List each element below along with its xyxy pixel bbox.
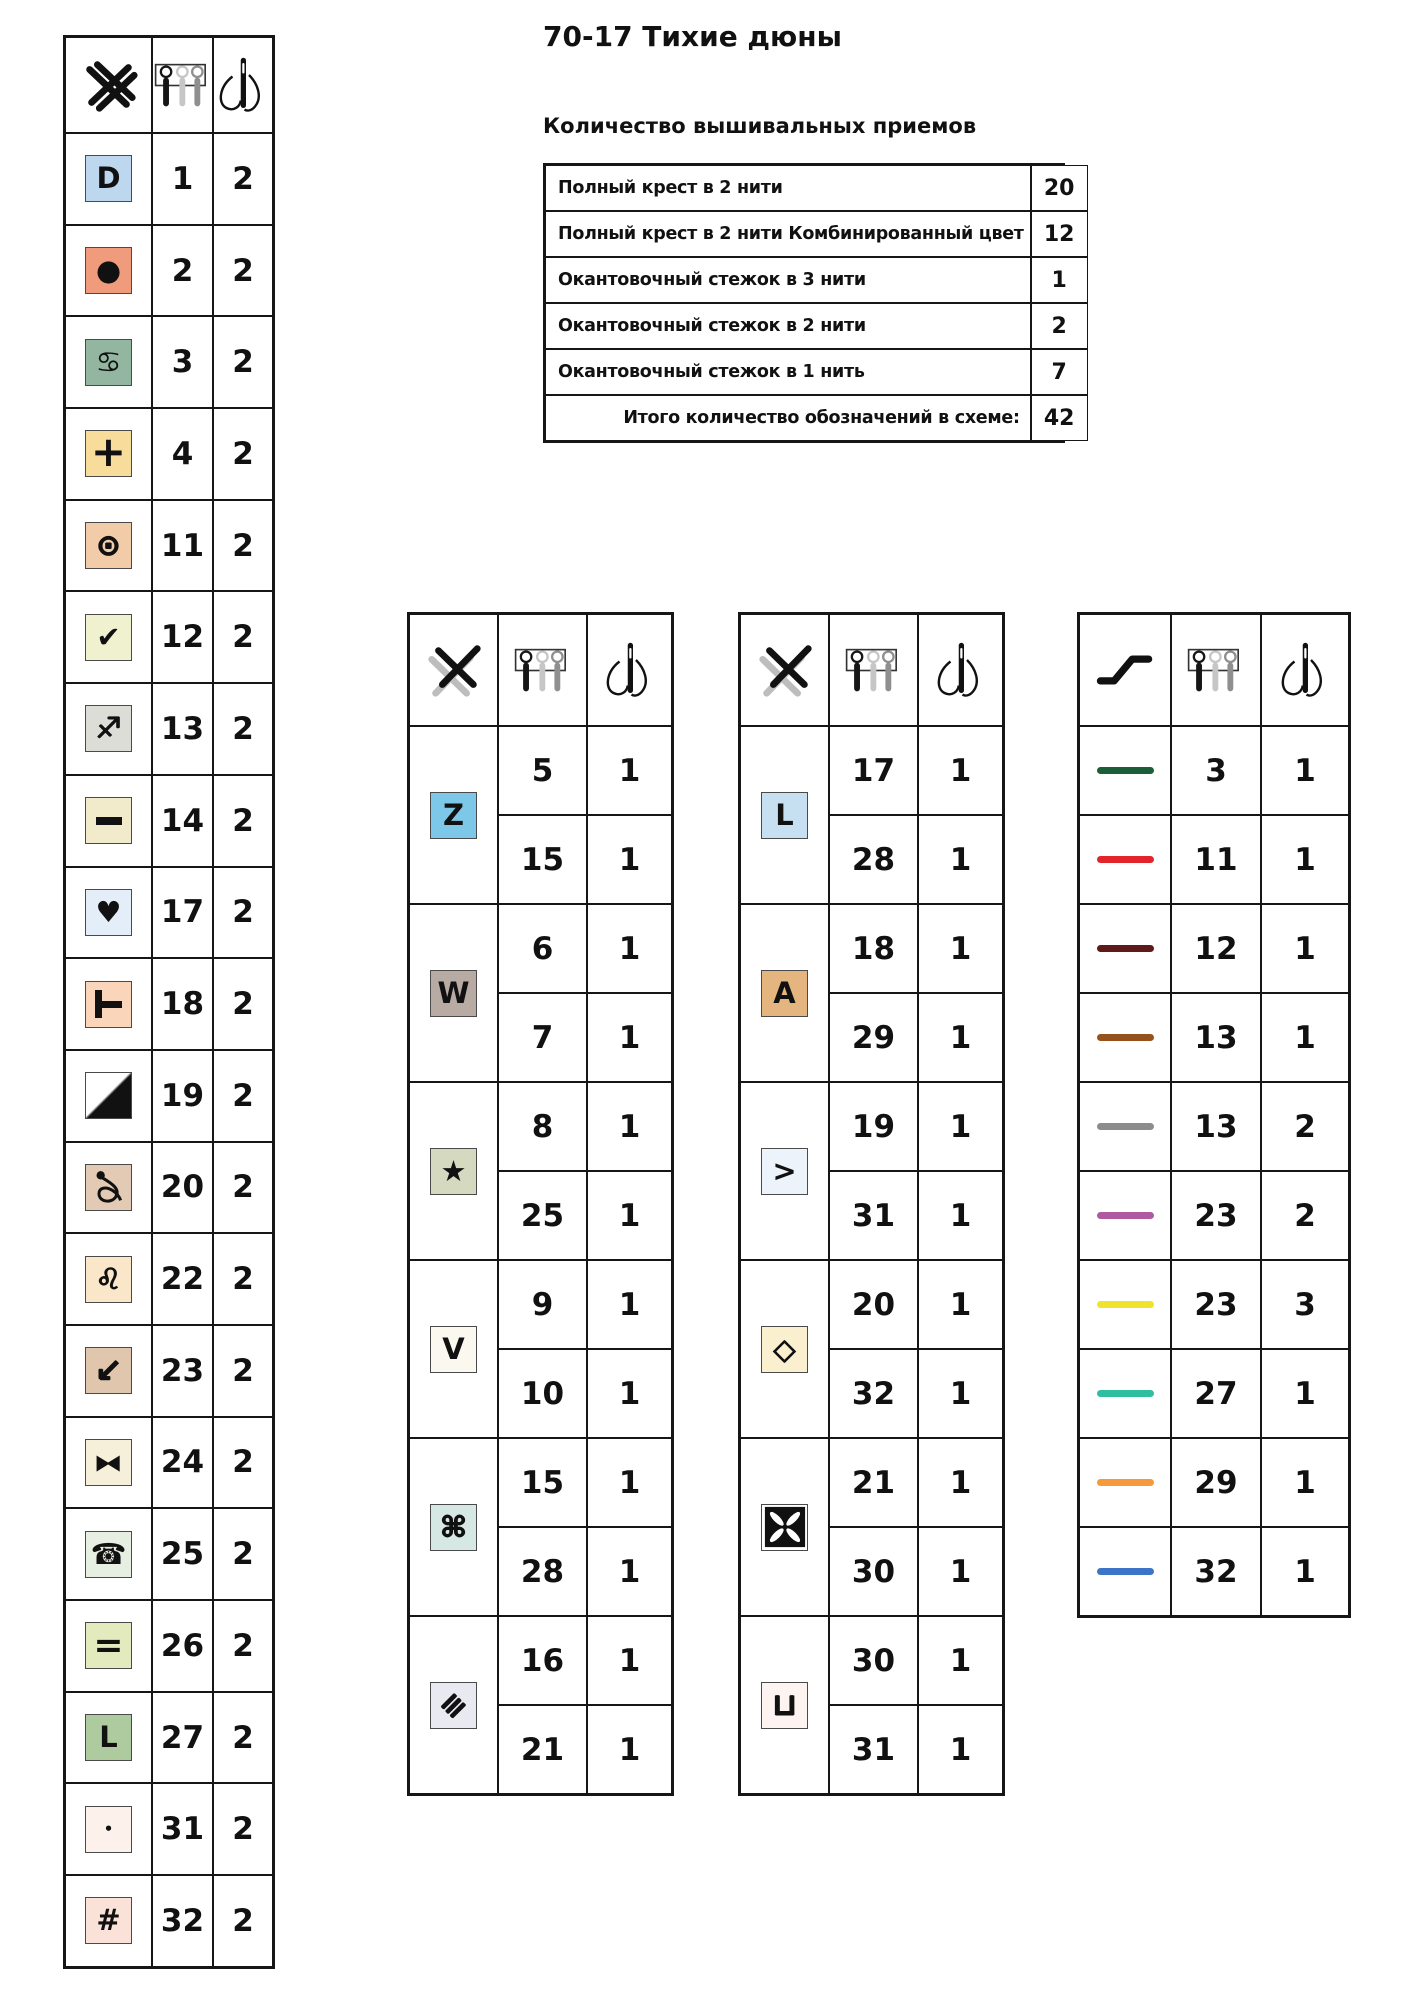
- thread-number: 26: [152, 1600, 213, 1692]
- strand-count: 1: [587, 1705, 672, 1794]
- strand-count: 1: [918, 1260, 1003, 1349]
- strand-count: 1: [587, 1082, 672, 1171]
- symbol-glyph: ↙: [94, 1351, 123, 1391]
- full-cross-legend-table: [63, 35, 275, 1969]
- strand-count: 3: [1261, 1260, 1349, 1349]
- thread-number: 15: [498, 1438, 587, 1527]
- combined-cross-stitch-icon: [423, 639, 485, 701]
- strand-count: 2: [213, 683, 273, 775]
- thread-color-icon: [513, 646, 573, 695]
- combined-cross-stitch-icon: [754, 639, 816, 701]
- header-needle-strands-icon: [918, 614, 1003, 726]
- strand-count: 2: [213, 1600, 273, 1692]
- symbol-swatch: [761, 1148, 808, 1195]
- symbol-swatch: [761, 792, 808, 839]
- symbol-swatch: [761, 970, 808, 1017]
- thread-number: 12: [152, 591, 213, 683]
- thread-number: 32: [1171, 1527, 1261, 1616]
- symbol-glyph: D: [96, 161, 121, 196]
- symbol-swatch: [85, 155, 132, 202]
- symbol-glyph: >: [772, 1153, 797, 1188]
- symbol-swatch: [761, 1504, 808, 1551]
- thread-number: 8: [498, 1082, 587, 1171]
- symbol-swatch: [761, 1326, 808, 1373]
- stats-value: 12: [1031, 211, 1088, 257]
- bar-symbol-icon: [96, 817, 122, 825]
- symbol-swatch: [85, 1164, 132, 1211]
- thread-number: 21: [829, 1438, 918, 1527]
- thread-number: 6: [498, 904, 587, 993]
- thread-number: 32: [829, 1349, 918, 1438]
- color-cell: [1079, 1260, 1171, 1349]
- strand-count: 2: [213, 316, 273, 408]
- thread-number: 32: [152, 1875, 213, 1967]
- thread-number: 14: [152, 775, 213, 867]
- symbol-glyph: ♋: [95, 344, 122, 379]
- half-square-symbol-icon: [86, 1073, 131, 1118]
- header-needle-strands-icon: [1261, 614, 1349, 726]
- symbol-cell: [65, 1325, 152, 1417]
- symbol-cell: [65, 591, 152, 683]
- header-needle-strands-icon: [213, 37, 273, 133]
- strand-count: 1: [587, 815, 672, 904]
- symbol-cell: [740, 1438, 829, 1616]
- symbol-swatch: [85, 1531, 132, 1578]
- thread-number: 28: [829, 815, 918, 904]
- symbol-cell: [740, 1260, 829, 1438]
- strand-count: 2: [213, 1508, 273, 1600]
- symbol-cell: [65, 775, 152, 867]
- backstitch-color-swatch: [1097, 945, 1154, 952]
- symbol-glyph: ◇: [773, 1331, 796, 1366]
- stats-value: 42: [1031, 395, 1088, 441]
- thread-number: 3: [152, 316, 213, 408]
- symbol-cell: [409, 904, 498, 1082]
- strand-count: 1: [1261, 815, 1349, 904]
- thread-number: 20: [152, 1142, 213, 1234]
- stats-label: Окантовочный стежок в 3 нити: [545, 257, 1031, 303]
- thread-number: 22: [152, 1233, 213, 1325]
- thread-number: 27: [152, 1692, 213, 1784]
- strand-count: 2: [213, 1050, 273, 1142]
- symbol-glyph: L: [775, 797, 794, 832]
- thread-number: 23: [1171, 1171, 1261, 1260]
- symbol-cell: [65, 1050, 152, 1142]
- symbol-cell: [740, 1616, 829, 1794]
- combined-color-legend-table-1: [407, 612, 674, 1796]
- header-combined-cross-stitch-icon: [740, 614, 829, 726]
- symbol-cell: [409, 726, 498, 904]
- symbol-swatch: [430, 792, 477, 839]
- strand-count: 1: [918, 904, 1003, 993]
- symbol-cell: [65, 958, 152, 1050]
- symbol-glyph: ☎: [90, 1536, 127, 1571]
- thread-number: 30: [829, 1616, 918, 1705]
- symbol-swatch: [430, 1682, 477, 1729]
- header-needle-strands-icon: [587, 614, 672, 726]
- symbol-cell: [740, 904, 829, 1082]
- symbol-cell: [65, 1508, 152, 1600]
- needle-strands-icon: [934, 639, 988, 702]
- stats-label: Окантовочный стежок в 1 нить: [545, 349, 1031, 395]
- color-cell: [1079, 1438, 1171, 1527]
- backstitch-legend-table: [1077, 612, 1351, 1618]
- needle-strands-icon: [603, 639, 657, 702]
- symbol-swatch: [85, 889, 132, 936]
- stitch-stats-table: [543, 163, 1075, 443]
- thread-number: 3: [1171, 726, 1261, 815]
- strand-count: 1: [918, 1438, 1003, 1527]
- strand-count: 1: [918, 993, 1003, 1082]
- strand-count: 1: [918, 1616, 1003, 1705]
- symbol-swatch: [430, 1504, 477, 1551]
- backstitch-color-swatch: [1097, 1479, 1154, 1486]
- symbol-glyph: +: [90, 430, 127, 476]
- strand-count: 2: [213, 958, 273, 1050]
- thread-number: 29: [829, 993, 918, 1082]
- header-thread-color-icon: [152, 37, 213, 133]
- symbol-swatch: [85, 1622, 132, 1669]
- symbol-cell: [740, 1082, 829, 1260]
- thread-number: 23: [1171, 1260, 1261, 1349]
- strand-count: 2: [1261, 1082, 1349, 1171]
- strand-count: 1: [587, 1349, 672, 1438]
- color-cell: [1079, 993, 1171, 1082]
- strand-count: 1: [1261, 1438, 1349, 1527]
- stats-label: Полный крест в 2 нити Комбинированный цвет: [545, 211, 1031, 257]
- strand-count: 1: [587, 1438, 672, 1527]
- backstitch-line-icon: [1095, 649, 1155, 691]
- strand-count: 1: [918, 815, 1003, 904]
- strand-count: 1: [587, 726, 672, 815]
- symbol-glyph: V: [442, 1331, 465, 1366]
- symbol-swatch: [85, 797, 132, 844]
- ornament-symbol-icon: [764, 1506, 806, 1548]
- symbol-swatch: [85, 1806, 132, 1853]
- thread-number: 4: [152, 408, 213, 500]
- strand-count: 2: [213, 1142, 273, 1234]
- stats-value: 7: [1031, 349, 1088, 395]
- thread-number: 19: [152, 1050, 213, 1142]
- thread-number: 13: [1171, 1082, 1261, 1171]
- thread-color-icon: [1186, 646, 1246, 695]
- strand-count: 2: [213, 1875, 273, 1967]
- thread-number: 1: [152, 133, 213, 225]
- symbol-glyph: ♥: [95, 894, 122, 929]
- strand-count: 2: [1261, 1171, 1349, 1260]
- strand-count: 1: [587, 993, 672, 1082]
- tee-symbol-icon: [95, 990, 122, 1018]
- symbol-glyph: ●: [95, 253, 122, 288]
- symbol-swatch: [85, 339, 132, 386]
- strand-count: 1: [1261, 1349, 1349, 1438]
- strand-count: 1: [1261, 904, 1349, 993]
- symbol-cell: [65, 1417, 152, 1509]
- strand-count: 2: [213, 225, 273, 317]
- thread-number: 29: [1171, 1438, 1261, 1527]
- symbol-swatch: [761, 1682, 808, 1729]
- symbol-glyph: •: [103, 1819, 114, 1838]
- symbol-glyph: ★: [440, 1153, 467, 1188]
- strand-count: 1: [918, 1082, 1003, 1171]
- thread-number: 19: [829, 1082, 918, 1171]
- symbol-glyph: L: [99, 1720, 118, 1755]
- thread-number: 2: [152, 225, 213, 317]
- symbol-swatch: [85, 614, 132, 661]
- strand-count: 2: [213, 867, 273, 959]
- stats-heading: Количество вышивальных приемов: [543, 114, 977, 138]
- strand-count: 1: [1261, 993, 1349, 1082]
- color-cell: [1079, 1171, 1171, 1260]
- strand-count: 1: [918, 1171, 1003, 1260]
- whip-symbol-icon: [89, 1167, 129, 1207]
- thread-number: 24: [152, 1417, 213, 1509]
- backstitch-color-swatch: [1097, 1568, 1154, 1575]
- symbol-swatch: [85, 1347, 132, 1394]
- symbol-glyph: ✔: [96, 619, 121, 654]
- needle-strands-icon: [1278, 639, 1332, 702]
- header-thread-color-icon: [1171, 614, 1261, 726]
- symbol-swatch: [85, 705, 132, 752]
- thread-number: 25: [152, 1508, 213, 1600]
- strand-count: 2: [213, 1233, 273, 1325]
- strand-count: 1: [918, 1705, 1003, 1794]
- color-cell: [1079, 1349, 1171, 1438]
- strand-count: 2: [213, 1417, 273, 1509]
- thread-number: 18: [829, 904, 918, 993]
- stats-value: 1: [1031, 257, 1088, 303]
- symbol-cell: [65, 867, 152, 959]
- thread-number: 10: [498, 1349, 587, 1438]
- strand-count: 1: [587, 1260, 672, 1349]
- strand-count: 1: [918, 1349, 1003, 1438]
- thread-number: 17: [152, 867, 213, 959]
- color-cell: [1079, 1527, 1171, 1616]
- strand-count: 2: [213, 775, 273, 867]
- symbol-cell: [65, 1875, 152, 1967]
- stats-label: Полный крест в 2 нити: [545, 165, 1031, 211]
- thread-number: 13: [1171, 993, 1261, 1082]
- symbol-swatch: [85, 1072, 132, 1119]
- strand-count: 2: [213, 133, 273, 225]
- header-thread-color-icon: [829, 614, 918, 726]
- symbol-swatch: [85, 1256, 132, 1303]
- header-combined-cross-stitch-icon: [409, 614, 498, 726]
- strand-count: 2: [213, 408, 273, 500]
- thread-number: 18: [152, 958, 213, 1050]
- thread-number: 28: [498, 1527, 587, 1616]
- symbol-swatch: [430, 1148, 477, 1195]
- header-backstitch-line-icon: [1079, 614, 1171, 726]
- thread-number: 31: [152, 1783, 213, 1875]
- symbol-cell: [409, 1438, 498, 1616]
- symbol-glyph: ▶◀: [96, 1449, 117, 1474]
- thread-number: 31: [829, 1171, 918, 1260]
- thread-number: 7: [498, 993, 587, 1082]
- symbol-cell: [409, 1082, 498, 1260]
- symbol-cell: [65, 500, 152, 592]
- strand-count: 2: [213, 1692, 273, 1784]
- thread-number: 13: [152, 683, 213, 775]
- strand-count: 2: [213, 1325, 273, 1417]
- backstitch-color-swatch: [1097, 1301, 1154, 1308]
- backstitch-color-swatch: [1097, 1390, 1154, 1397]
- backstitch-color-swatch: [1097, 767, 1154, 774]
- symbol-swatch: [430, 1326, 477, 1373]
- symbol-glyph: #: [96, 1903, 121, 1938]
- thread-number: 25: [498, 1171, 587, 1260]
- symbol-glyph: ⌘: [440, 1509, 467, 1544]
- strand-count: 1: [1261, 1527, 1349, 1616]
- thread-color-icon: [153, 61, 213, 110]
- symbol-swatch: [85, 981, 132, 1028]
- backstitch-color-swatch: [1097, 856, 1154, 863]
- needle-strands-icon: [216, 54, 270, 117]
- symbol-swatch: [85, 1714, 132, 1761]
- thread-number: 11: [152, 500, 213, 592]
- strand-count: 1: [587, 904, 672, 993]
- stats-value: 2: [1031, 303, 1088, 349]
- strand-count: 2: [213, 591, 273, 683]
- symbol-glyph: ♌: [95, 1261, 122, 1296]
- header-full-cross-stitch-icon: [65, 37, 152, 133]
- symbol-glyph: Z: [442, 797, 465, 832]
- thread-number: 23: [152, 1325, 213, 1417]
- strand-count: 1: [587, 1171, 672, 1260]
- color-cell: [1079, 726, 1171, 815]
- full-cross-stitch-icon: [78, 54, 140, 116]
- strand-count: 1: [587, 1527, 672, 1616]
- symbol-glyph: W: [437, 975, 470, 1010]
- symbol-cell: [65, 1692, 152, 1784]
- symbol-cell: [65, 1142, 152, 1234]
- backstitch-color-swatch: [1097, 1212, 1154, 1219]
- strand-count: 2: [213, 500, 273, 592]
- symbol-glyph: =: [93, 1624, 124, 1666]
- symbol-cell: [65, 225, 152, 317]
- thread-number: 21: [498, 1705, 587, 1794]
- strand-count: 1: [918, 726, 1003, 815]
- header-thread-color-icon: [498, 614, 587, 726]
- symbol-swatch: [430, 970, 477, 1017]
- symbol-swatch: [85, 1439, 132, 1486]
- symbol-cell: [65, 316, 152, 408]
- combined-color-legend-table-2: [738, 612, 1005, 1796]
- strand-count: 2: [213, 1783, 273, 1875]
- symbol-cell: [65, 133, 152, 225]
- symbol-swatch: [85, 247, 132, 294]
- symbol-cell: [65, 1783, 152, 1875]
- color-cell: [1079, 815, 1171, 904]
- symbol-glyph: ♐: [95, 711, 122, 746]
- strand-count: 1: [587, 1616, 672, 1705]
- stats-label: Окантовочный стежок в 2 нити: [545, 303, 1031, 349]
- symbol-swatch: [85, 522, 132, 569]
- thread-number: 30: [829, 1527, 918, 1616]
- symbol-glyph: ⊔: [772, 1686, 797, 1723]
- thread-color-icon: [844, 646, 904, 695]
- thread-number: 9: [498, 1260, 587, 1349]
- thread-number: 20: [829, 1260, 918, 1349]
- symbol-cell: [409, 1260, 498, 1438]
- symbol-cell: [65, 683, 152, 775]
- stats-value: 20: [1031, 165, 1088, 211]
- thread-number: 5: [498, 726, 587, 815]
- triple-slash-symbol-icon: ≡: [432, 1684, 474, 1726]
- symbol-swatch: [85, 1897, 132, 1944]
- strand-count: 1: [918, 1527, 1003, 1616]
- thread-number: 31: [829, 1705, 918, 1794]
- thread-number: 27: [1171, 1349, 1261, 1438]
- symbol-cell: [740, 726, 829, 904]
- thread-number: 12: [1171, 904, 1261, 993]
- backstitch-color-swatch: [1097, 1123, 1154, 1130]
- thread-number: 11: [1171, 815, 1261, 904]
- symbol-glyph: A: [773, 975, 796, 1010]
- backstitch-color-swatch: [1097, 1034, 1154, 1041]
- stats-label: Итого количество обозначений в схеме:: [545, 395, 1031, 441]
- symbol-cell: [65, 408, 152, 500]
- symbol-cell: [65, 1600, 152, 1692]
- symbol-cell: [409, 1616, 498, 1794]
- symbol-cell: [65, 1233, 152, 1325]
- symbol-swatch: [85, 430, 132, 477]
- thread-number: 16: [498, 1616, 587, 1705]
- strand-count: 1: [1261, 726, 1349, 815]
- thread-number: 17: [829, 726, 918, 815]
- symbol-glyph: ⊙: [96, 528, 121, 563]
- thread-number: 15: [498, 815, 587, 904]
- color-cell: [1079, 904, 1171, 993]
- color-cell: [1079, 1082, 1171, 1171]
- page-title: 70-17 Тихие дюны: [543, 20, 842, 53]
